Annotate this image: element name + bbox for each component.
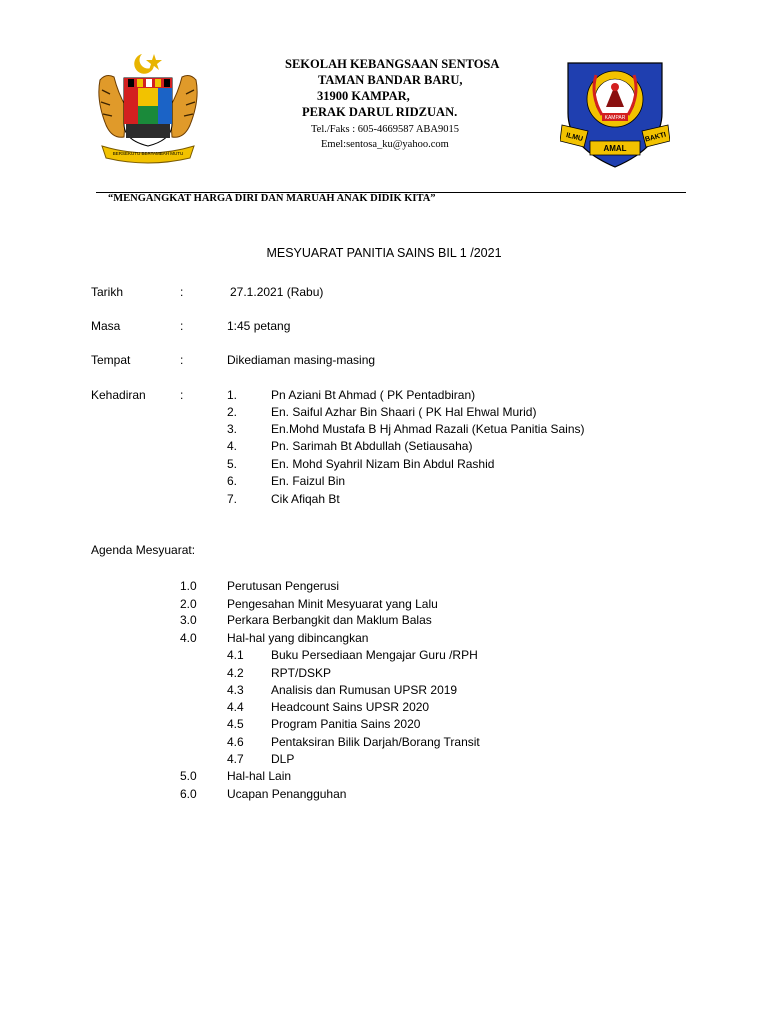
- attendance-name: Cik Afiqah Bt: [271, 492, 340, 506]
- email: Emel:sentosa_ku@yahoo.com: [321, 139, 449, 150]
- agenda-subnumber: 4.6: [227, 735, 244, 749]
- school-badge-logo: [560, 55, 670, 177]
- attendance-name: Pn. Sarimah Bt Abdullah (Setiausaha): [271, 439, 473, 453]
- address-line-1: TAMAN BANDAR BARU,: [318, 73, 463, 87]
- agenda-item: Ucapan Penangguhan: [227, 787, 347, 801]
- agenda-number: 3.0: [180, 613, 197, 627]
- attendance-colon: :: [180, 388, 184, 402]
- agenda-subitem: DLP: [271, 752, 295, 766]
- date-colon: :: [180, 285, 184, 299]
- badge-banner-right: BAKTI: [644, 131, 667, 144]
- agenda-number: 6.0: [180, 787, 197, 801]
- attendance-number: 1.: [227, 388, 238, 402]
- place-value: Dikediaman masing-masing: [227, 353, 376, 367]
- attendance-name: En. Faizul Bin: [271, 474, 346, 488]
- agenda-subitem: Analisis dan Rumusan UPSR 2019: [271, 683, 458, 697]
- time-colon: :: [180, 319, 184, 333]
- attendance-number: 7.: [227, 492, 238, 506]
- attendance-name: En. Saiful Azhar Bin Shaari ( PK Hal Ehwal Murid): [271, 405, 537, 419]
- meeting-title: MESYUARAT PANITIA SAINS BIL 1 /2021: [266, 246, 502, 260]
- place-label: Tempat: [91, 353, 131, 367]
- badge-banner-left: ILMU: [565, 132, 584, 144]
- agenda-item: Hal-hal Lain: [227, 769, 292, 783]
- attendance-number: 4.: [227, 439, 238, 453]
- attendance-name: En.Mohd Mustafa B Hj Ahmad Razali (Ketua Panitia Sains): [271, 422, 585, 436]
- school-name: SEKOLAH KEBANGSAAN SENTOSA: [285, 57, 500, 71]
- agenda-subnumber: 4.4: [227, 700, 244, 714]
- school-motto: “MENGANGKAT HARGA DIRI DAN MARUAH ANAK DIDIK KITA”: [108, 193, 436, 204]
- agenda-subitem: Program Panitia Sains 2020: [271, 717, 421, 731]
- agenda-subitem: Buku Persediaan Mengajar Guru /RPH: [271, 648, 478, 662]
- agenda-number: 4.0: [180, 631, 197, 645]
- address-line-3: PERAK DARUL RIDZUAN.: [302, 105, 458, 119]
- agenda-subitem: RPT/DSKP: [271, 666, 332, 680]
- badge-town: KAMPAR: [604, 115, 626, 121]
- attendance-number: 5.: [227, 457, 238, 471]
- agenda-number: 2.0: [180, 597, 197, 611]
- place-colon: :: [180, 353, 184, 367]
- attendance-number: 2.: [227, 405, 238, 419]
- national-crest-logo: [92, 50, 204, 172]
- agenda-subnumber: 4.3: [227, 683, 244, 697]
- agenda-heading: Agenda Mesyuarat:: [91, 543, 196, 557]
- attendance-name: En. Mohd Syahril Nizam Bin Abdul Rashid: [271, 457, 495, 471]
- agenda-number: 1.0: [180, 579, 197, 593]
- attendance-number: 3.: [227, 422, 238, 436]
- agenda-subitem: Headcount Sains UPSR 2020: [271, 700, 430, 714]
- agenda-item: Pengesahan Minit Mesyuarat yang Lalu: [227, 597, 438, 611]
- agenda-subitem: Pentaksiran Bilik Darjah/Borang Transit: [271, 735, 480, 749]
- agenda-item: Hal-hal yang dibincangkan: [227, 631, 369, 645]
- phone-fax: Tel./Faks : 605-4669587 ABA9015: [311, 124, 460, 135]
- address-line-2: 31900 KAMPAR,: [317, 89, 410, 103]
- date-label: Tarikh: [91, 285, 124, 299]
- crest-motto: BERSEKUTU BERTAMBAH MUTU: [112, 151, 184, 156]
- time-label: Masa: [91, 319, 121, 333]
- attendance-number: 6.: [227, 474, 238, 488]
- attendance-label: Kehadiran: [91, 388, 146, 402]
- date-value: 27.1.2021 (Rabu): [230, 285, 324, 299]
- agenda-number: 5.0: [180, 769, 197, 783]
- attendance-name: Pn Aziani Bt Ahmad ( PK Pentadbiran): [271, 388, 476, 402]
- agenda-subnumber: 4.7: [227, 752, 244, 766]
- agenda-item: Perkara Berbangkit dan Maklum Balas: [227, 613, 432, 627]
- time-value: 1:45 petang: [227, 319, 291, 333]
- badge-banner-center: AMAL: [603, 144, 627, 153]
- agenda-item: Perutusan Pengerusi: [227, 579, 340, 593]
- agenda-subnumber: 4.1: [227, 648, 244, 662]
- agenda-subnumber: 4.5: [227, 717, 244, 731]
- agenda-subnumber: 4.2: [227, 666, 244, 680]
